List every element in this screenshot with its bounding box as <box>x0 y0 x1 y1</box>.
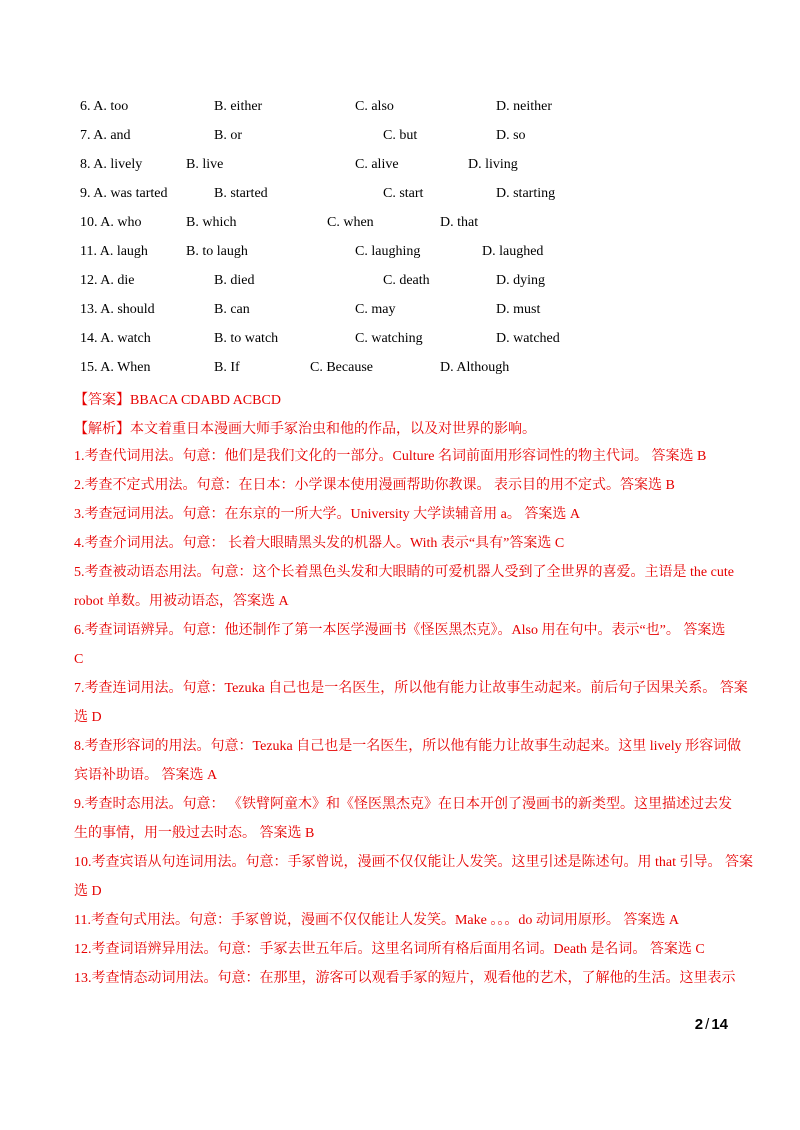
option-row <box>0 99 800 119</box>
option-choice: C. watching <box>355 331 423 346</box>
explanation-line: 7.考查连词用法。句意：Tezuka 自己也是一名医生，所以他有能力让故事生动起来。前后句子因果关系。 答案 <box>74 681 748 696</box>
page-current: 2 <box>694 1016 704 1033</box>
option-choice: B. or <box>214 128 242 143</box>
explanation-line: 13.考查情态动词用法。句意：在那里，游客可以观看手冢的短片，观看他的艺术，了解他的生活。这里表示 <box>74 971 736 986</box>
page-total: 14 <box>711 1016 728 1033</box>
page-separator: / <box>705 1016 710 1033</box>
analysis-intro: 【解析】本文着重日本漫画大师手冢治虫和他的作品，以及对世界的影响。 <box>74 422 536 437</box>
explanation-line: 8.考查形容词的用法。句意：Tezuka 自己也是一名医生，所以他有能力让故事生动起来。这里 lively 形容词做 <box>74 739 742 754</box>
option-choice: D. so <box>496 128 526 143</box>
option-choice: D. Although <box>440 360 510 375</box>
option-choice: D. laughed <box>482 244 544 259</box>
explanation-line: 选 D <box>74 884 102 899</box>
explanation-line: 9.考查时态用法。句意： 《铁臂阿童木》和《怪医黑杰克》在日本开创了漫画书的新类型。这里描述过去发 <box>74 797 732 812</box>
option-choice: B. If <box>214 360 240 375</box>
option-row <box>0 128 800 148</box>
option-choice: 9. A. was tarted <box>80 186 168 201</box>
explanation-line: 4.考查介词用法。句意： 长着大眼睛黑头发的机器人。With 表示“具有”答案选 C <box>74 536 565 551</box>
option-choice: 13. A. should <box>80 302 155 317</box>
explanation-line: 5.考查被动语态用法。句意：这个长着黑色头发和大眼睛的可爱机器人受到了全世界的喜爱。主语是 the cute <box>74 565 734 580</box>
option-choice: B. to laugh <box>186 244 248 259</box>
explanation-line: 6.考查词语辨异。句意：他还制作了第一本医学漫画书《怪医黑杰克》。Also 用在句中。表示“也”。 答案选 <box>74 623 726 638</box>
option-row <box>0 186 800 206</box>
option-choice: B. started <box>214 186 268 201</box>
explanation-line: 2.考查不定式用法。句意：在日本：小学课本使用漫画帮助你教课。 表示目的用不定式。答案选 B <box>74 478 675 493</box>
option-choice: B. live <box>186 157 224 172</box>
option-choice: B. died <box>214 273 255 288</box>
option-choice: C. start <box>383 186 424 201</box>
option-row <box>0 215 800 235</box>
option-choice: C. alive <box>355 157 399 172</box>
explanation-line: robot 单数。用被动语态，答案选 A <box>74 594 289 609</box>
option-choice: 14. A. watch <box>80 331 151 346</box>
option-row <box>0 360 800 380</box>
explanation-line: 3.考查冠词用法。句意：在东京的一所大学。University 大学读辅音用 a。 答案选 A <box>74 507 580 522</box>
option-choice: C. also <box>355 99 394 114</box>
option-choice: 8. A. lively <box>80 157 143 172</box>
option-row <box>0 273 800 293</box>
option-row <box>0 244 800 264</box>
page-number <box>695 1016 728 1033</box>
option-choice: C. Because <box>310 360 373 375</box>
option-choice: C. but <box>383 128 418 143</box>
option-choice: C. death <box>383 273 430 288</box>
option-choice: 10. A. who <box>80 215 142 230</box>
answer-line: 【答案】BBACA CDABD ACBCD <box>74 393 281 408</box>
explanation-line: 12.考查词语辨异用法。句意：手冢去世五年后。这里名词所有格后面用名词。Death 是名词。 答案选 C <box>74 942 705 957</box>
option-row <box>0 331 800 351</box>
explanation-line: 11.考查句式用法。句意：手冢曾说，漫画不仅仅能让人发笑。Make 。。。do 动词用原形。 答案选 A <box>74 913 679 928</box>
explanation-line: 宾语补助语。 答案选 A <box>74 768 218 783</box>
option-choice: 6. A. too <box>80 99 129 114</box>
option-choice: B. can <box>214 302 250 317</box>
explanation-line: 1.考查代词用法。句意：他们是我们文化的一部分。Culture 名词前面用形容词性的物主代词。 答案选 B <box>74 449 707 464</box>
option-choice: C. when <box>327 215 374 230</box>
option-choice: B. to watch <box>214 331 279 346</box>
explanation-line: 生的事情，用一般过去时态。 答案选 B <box>74 826 315 841</box>
option-choice: 7. A. and <box>80 128 131 143</box>
option-row <box>0 302 800 322</box>
explanation-line: 10.考查宾语从句连词用法。句意：手冢曾说，漫画不仅仅能让人发笑。这里引述是陈述句。用 that 引导。 答案 <box>74 855 753 870</box>
option-choice: B. which <box>186 215 237 230</box>
option-choice: 15. A. When <box>80 360 151 375</box>
option-choice: D. that <box>440 215 479 230</box>
explanation-line: 选 D <box>74 710 102 725</box>
option-choice: D. starting <box>496 186 556 201</box>
option-choice: D. living <box>468 157 518 172</box>
option-choice: 11. A. laugh <box>80 244 148 259</box>
option-choice: D. watched <box>496 331 560 346</box>
explanation-line: C <box>74 652 84 667</box>
option-choice: C. may <box>355 302 396 317</box>
option-choice: C. laughing <box>355 244 421 259</box>
option-choice: D. must <box>496 302 541 317</box>
option-choice: D. neither <box>496 99 552 114</box>
option-row <box>0 157 800 177</box>
option-choice: B. either <box>214 99 263 114</box>
option-choice: 12. A. die <box>80 273 135 288</box>
option-choice: D. dying <box>496 273 545 288</box>
